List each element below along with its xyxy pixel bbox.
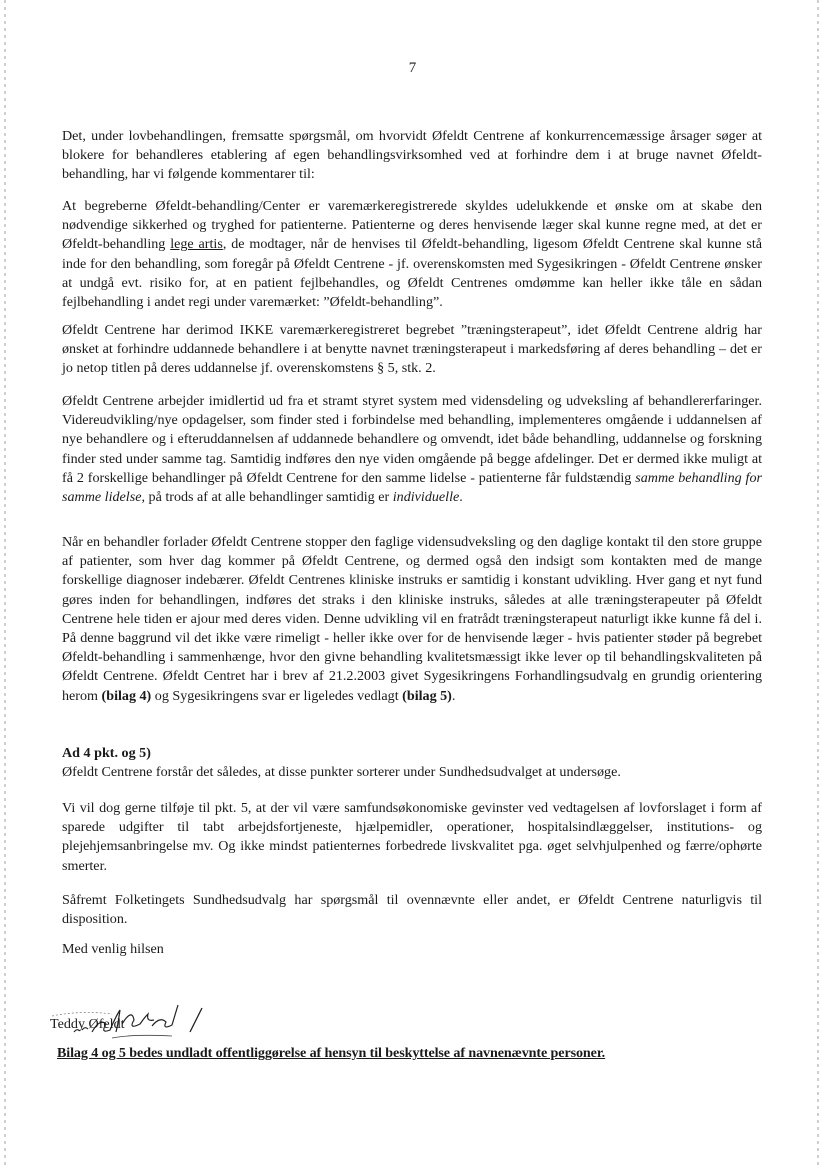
paragraph-pkt5: Vi vil dog gerne tilføje til pkt. 5, at der vil være samfundsøkonomiske gevinster ved vedtagelsen af lovforslaget i form af sparede udgifter til tabt arbejdsfortjeneste, hjælpemidler, operationer, hospitalsindlæggelser, institutions- og plejehjemsanbringelse mv. Og ikke mindst patienternes forbedrede livskvalitet pga. øget selvhjulpenhed og færre/ophørte smerter. [62, 800, 762, 874]
paragraph-leaving-text-a: Når en behandler forlader Øfeldt Centrene stopper den faglige vidensudveksling og den daglige kontakt til den store gruppe af patienter, som hver dag kommer på Øfeldt Centrene, og dermed også den indsigt som kontakten med de mange forskellige diagnoser indebærer. Øfeldt Centrenes kliniske instruks er samtidig i konstant udvikling. Hver gang et nyt fund gøres inden for behandlingen, indføres det straks i den kliniske instruks, således at alle træningsterapeuter på Øfeldt Centrene hele tiden er ajour med deres viden. Denne udvikling vil en fratrådt træningsterapeut naturligt ikke kunne få del i. På denne baggrund vil det ikke være rimeligt - heller ikke over for de henvisende læger - hvis patienter støder på begrebet Øfeldt-behandling i sammenhænge, hvor den givne behandling kvalitetsmæssigt ikke lever op til behandlingskvaliteten på Øfeldt Centrene. Øfeldt Centret har i brev af 21.2.2003 givet Sygesikringens Forhandlingsudvalg en grundig orientering herom [62, 534, 762, 704]
paragraph-system-text-b: , på trods af at alle behandlinger samtidig er [141, 489, 393, 506]
paragraph-ad4: Øfeldt Centrene forstår det således, at disse punkter sorterer under Sundhedsudvalget at undersøge. [62, 764, 621, 780]
paragraph-trademark-text-a: At begreberne Øfeldt-behandling/Center er varemærkeregistrerede skyldes udelukkende et ønske om at skabe den nødvendige sikkerhed og tryghed for patienterne. Patienterne og deres henvisende læger skal kunne regne med, at det er Øfeldt-behandling [62, 198, 762, 253]
paragraph-system-text-a: Øfeldt Centrene arbejder imidlertid ud fra et stramt styret system med vidensdeling og udveksling af behandlererfaringer. Videreudvikling/nye opdagelser, som finder sted i forbindelse med behandling, implementeres omgående i uddannelsen af nye behandlere og i efteruddannelsen af uddannede behandlere og omvendt, idet både behandling, uddannelse og forskning finder sted under samme tag. Samtidig indføres den nye viden omgående på begge afdelinger. Det er dermed ikke muligt at få 2 forskellige behandlinger på Øfeldt Centrene for den samme lidelse - patienterne får fuldstændig [62, 393, 762, 486]
paragraph-intro: Det, under lovbehandlingen, fremsatte spørgsmål, om hvorvidt Øfeldt Centrene af konkurrencemæssige årsager søger at blokere for behandleres etablering af egen behandlingsvirksomhed ved at forhindre dem i at bruge navnet Øfeldt-behandling, har vi følgende kommentarer til: [62, 128, 762, 183]
italic-same-treatment: samme behandling for samme lidelse [62, 469, 763, 506]
paragraph-closing: Såfremt Folketingets Sundhedsudvalg har spørgsmål til ovennævnte eller andet, er Øfeldt Centrene naturligvis til disposition. [62, 892, 762, 928]
italic-individual: individuelle [392, 489, 460, 506]
page-number: 7 [408, 60, 417, 76]
paragraph-trademark [62, 197, 762, 312]
bilag-confidentiality-note: Bilag 4 og 5 bedes undladt offentliggørelse af hensyn til beskyttelse af navnenævnte personer. [57, 1045, 606, 1061]
bilag-4-ref: (bilag 4) [101, 687, 152, 704]
paragraph-system [62, 392, 762, 507]
paragraph-trademark-text-b: , de modtager, når de henvises til Øfeldt-behandling, ligesom Øfeldt Centrene skal kunne stå inde for den behandling, som foregår på Øfeldt Centrene - jf. overenskomsten med Sygesikringen - Øfeldt Centrene ønsker at undgå evt. risiko for, at en patient fejlbehandles, og Øfeldt Centrenes omdømme kan heller ikke tåle en sådan fejlbehandling i andet regi under varemærket: ”Øfeldt-behandling”. [62, 236, 762, 311]
paragraph-leaving [62, 533, 762, 706]
scan-edge-right [817, 0, 819, 1168]
section-heading-ad4: Ad 4 pkt. og 5) [62, 745, 151, 761]
scan-edge-left [4, 0, 6, 1168]
bilag-5-ref: (bilag 5) [402, 687, 452, 704]
greeting: Med venlig hilsen [62, 941, 164, 957]
paragraph-system-text-c: . [459, 489, 463, 506]
paragraph-leaving-text-c: . [451, 687, 456, 704]
paragraph-traeningsterapeut: Øfeldt Centrene har derimod IKKE varemærkeregistreret begrebet ”træningsterapeut”, idet Øfeldt Centrene aldrig har ønsket at forhindre uddannede behandlere i at benytte navnet træningsterapeut i markedsføring af deres behandling – det er jo netop titlen på deres uddannelse jf. overenskomstens § 5, stk. 2. [62, 322, 762, 377]
signer-name: Teddy Øfeldt [50, 1016, 125, 1032]
lege-artis-term: lege artis [170, 236, 223, 253]
paragraph-leaving-text-b: og Sygesikringens svar er ligeledes vedlagt [151, 687, 403, 704]
